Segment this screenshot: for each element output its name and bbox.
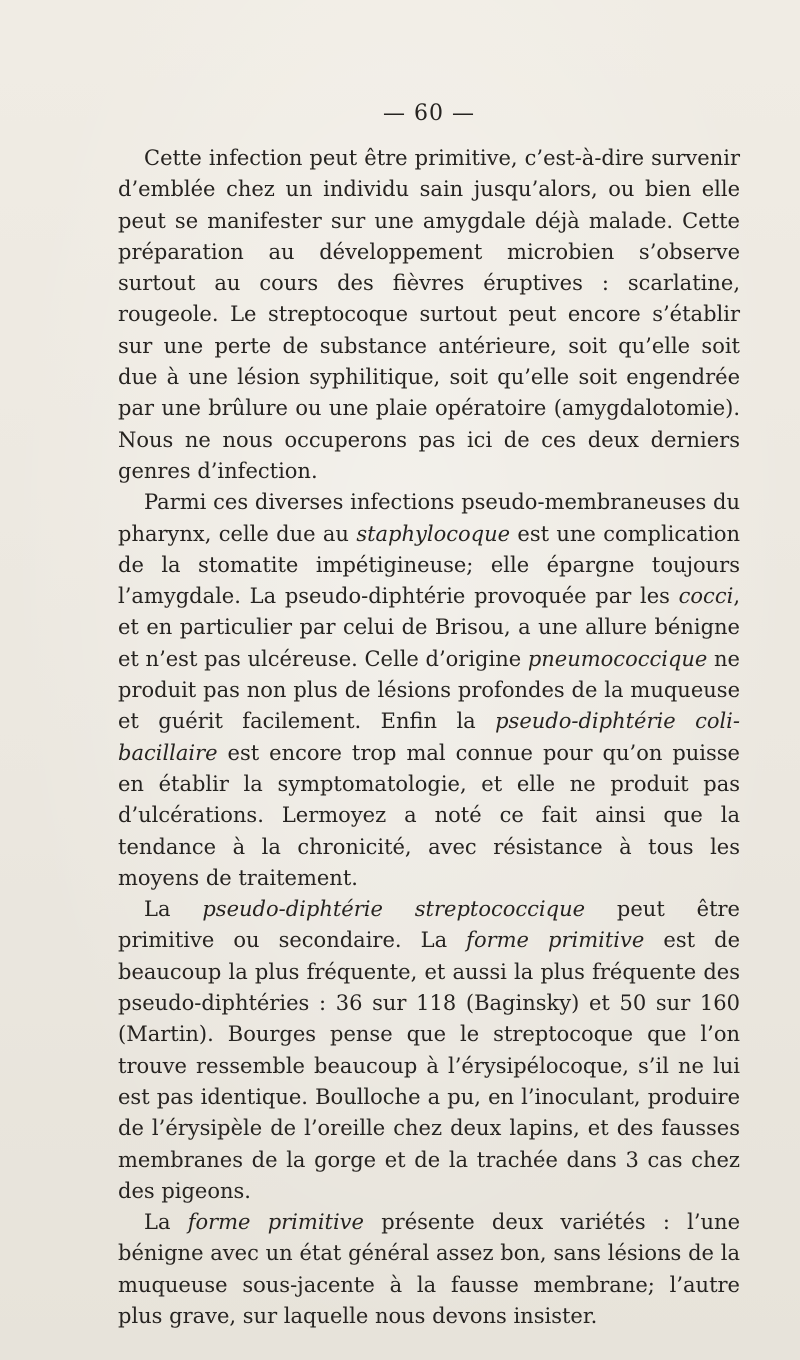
text-segment: , et en particulier par celui de Brisou, a une allure bénigne et n’est pas ulcéreuse. Celle d’origine xyxy=(118,584,740,671)
paragraph-streptococcal-pseudo-diphtheria xyxy=(118,894,740,1207)
italic-term: forme primitive xyxy=(466,928,645,953)
text-segment: Cette infection peut être primitive, c’est-à-dire survenir d’emblée chez un individu sain jusqu’alors, ou bien elle peut se manifester sur une amygdale déjà malade. Cette préparation au développement microbien s’observe surtout au cours des fièvres éruptives : scarlatine, rougeole. Le streptocoque surtout peut encore s’établir sur une perte de substance antérieure, soit qu’elle soit due à une lésion syphilitique, soit qu’elle soit engendrée par une brûlure ou une plaie opératoire (amygdalotomie). Nous ne nous occuperons pas ici de ces deux derniers genres d’infection. xyxy=(118,146,740,483)
text-segment: présente deux variétés : l’une bénigne avec un état général assez bon, sans lésions de la muqueuse sous-jacente à la fausse membrane; l’autre plus grave, sur laquelle nous devons insister. xyxy=(118,1210,740,1328)
text-segment: est une complication de la stomatite impétigineuse; elle épargne toujours l’amygdale. La pseudo-diphtérie provoquée par les xyxy=(118,521,741,609)
italic-term: cocci xyxy=(678,584,734,609)
text-segment: ne produit pas non plus de lésions profondes de la muqueuse et guérit facilement. Enfin la xyxy=(118,646,740,734)
italic-term: pneumococcique xyxy=(527,646,708,671)
text-segment: Parmi ces diverses infections pseudo-membraneuses du pharynx, celle due au xyxy=(118,490,740,546)
text-segment: est de beaucoup la plus fréquente, et aussi la plus fréquente des pseudo-diphtéries : 36 sur 118 (Baginsky) et 50 sur 160 (Martin). Bourges pense que le streptocoque que l’on trouve ressemble beaucoup à l’érysipélocoque, s’il ne lui est pas identique. Boulloche a pu, en l’inoculant, produire de l’érysipèle de l’oreille chez deux lapins, et des fausses membranes de la gorge et de la trachée dans 3 cas chez des pigeons. xyxy=(118,928,740,1203)
italic-term: pseudo-diphtérie coli-bacillaire xyxy=(118,709,740,765)
paragraph-primitive-form-varieties xyxy=(118,1207,740,1332)
page-number: — 60 — xyxy=(383,101,475,126)
paragraph-pseudo-membranous-infections xyxy=(118,487,740,894)
text-segment: La xyxy=(144,1210,188,1235)
body-text xyxy=(118,143,740,1332)
text-segment: La xyxy=(144,897,203,922)
text-segment: peut être primitive ou secondaire. La xyxy=(118,897,740,953)
text-segment: est encore trop mal connue pour qu’on puisse en établir la symptomatologie, et elle ne produit pas d’ulcérations. Lermoyez a noté ce fait ainsi que la tendance à la chronicité, avec résistance à tous les moyens de traitement. xyxy=(118,740,740,890)
italic-term: pseudo-diphtérie streptococcique xyxy=(202,897,586,922)
paragraph-infection-origin xyxy=(118,143,740,487)
italic-term: staphylocoque xyxy=(356,521,511,546)
italic-term: forme primitive xyxy=(187,1210,364,1235)
